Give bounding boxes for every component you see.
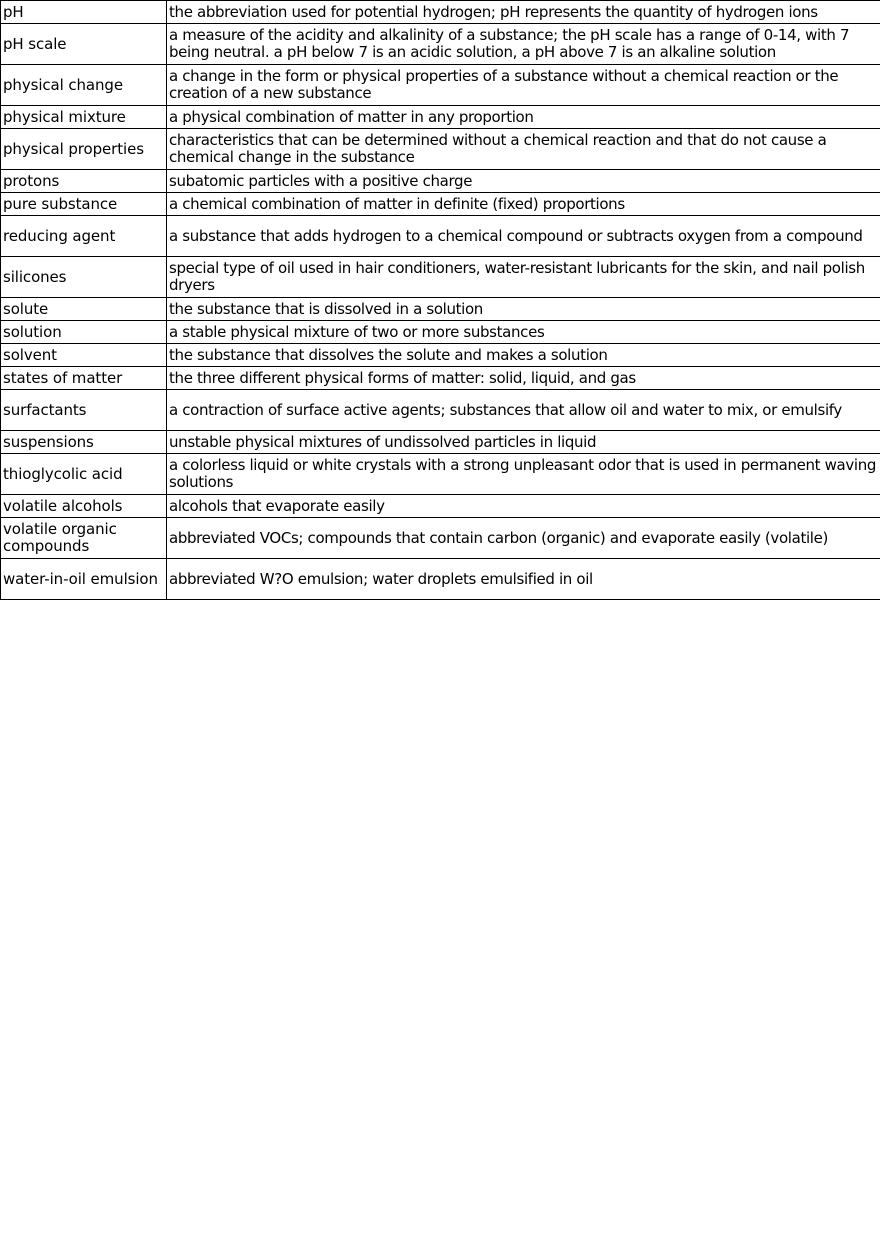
term-cell: physical change — [1, 65, 167, 106]
term-cell: physical properties — [1, 129, 167, 170]
term-cell: solute — [1, 298, 167, 321]
definition-cell: unstable physical mixtures of undissolved particles in liquid — [167, 431, 880, 454]
term-cell: physical mixture — [1, 106, 167, 129]
table-row — [1, 431, 880, 454]
table-row — [1, 257, 880, 298]
term-cell: pure substance — [1, 193, 167, 216]
term-cell: silicones — [1, 257, 167, 298]
term-cell: pH — [1, 1, 167, 24]
table-row — [1, 518, 880, 559]
definition-cell: a substance that adds hydrogen to a chemical compound or subtracts oxygen from a compound — [167, 216, 880, 257]
definition-cell: abbreviated W?O emulsion; water droplets emulsified in oil — [167, 559, 880, 600]
term-cell: surfactants — [1, 390, 167, 431]
table-row — [1, 1, 880, 24]
table-row — [1, 65, 880, 106]
definition-cell: special type of oil used in hair conditioners, water-resistant lubricants for the skin, and nail polish dryers — [167, 257, 880, 298]
term-cell: suspensions — [1, 431, 167, 454]
table-row — [1, 559, 880, 600]
table-row — [1, 170, 880, 193]
term-cell: thioglycolic acid — [1, 454, 167, 495]
definition-cell: a change in the form or physical properties of a substance without a chemical reaction or the creation of a new substance — [167, 65, 880, 106]
glossary-body — [1, 1, 880, 600]
table-row — [1, 390, 880, 431]
table-row — [1, 495, 880, 518]
table-row — [1, 216, 880, 257]
definition-cell: the abbreviation used for potential hydrogen; pH represents the quantity of hydrogen ions — [167, 1, 880, 24]
definition-cell: a chemical combination of matter in definite (fixed) proportions — [167, 193, 880, 216]
definition-cell: a contraction of surface active agents; substances that allow oil and water to mix, or emulsify — [167, 390, 880, 431]
definition-cell: a colorless liquid or white crystals with a strong unpleasant odor that is used in permanent waving solutions — [167, 454, 880, 495]
term-cell: protons — [1, 170, 167, 193]
table-row — [1, 344, 880, 367]
table-row — [1, 193, 880, 216]
definition-cell: a stable physical mixture of two or more substances — [167, 321, 880, 344]
definition-cell: subatomic particles with a positive charge — [167, 170, 880, 193]
glossary-table — [0, 0, 880, 600]
term-cell: water-in-oil emulsion — [1, 559, 167, 600]
definition-cell: the substance that dissolves the solute and makes a solution — [167, 344, 880, 367]
table-row — [1, 24, 880, 65]
table-row — [1, 106, 880, 129]
table-row — [1, 367, 880, 390]
definition-cell: characteristics that can be determined without a chemical reaction and that do not cause a chemical change in the substance — [167, 129, 880, 170]
table-row — [1, 298, 880, 321]
definition-cell: the three different physical forms of matter: solid, liquid, and gas — [167, 367, 880, 390]
definition-cell: the substance that is dissolved in a solution — [167, 298, 880, 321]
term-cell: volatile organic compounds — [1, 518, 167, 559]
definition-cell: a measure of the acidity and alkalinity of a substance; the pH scale has a range of 0-14, with 7 being neutral. a pH below 7 is an acidic solution, a pH above 7 is an alkaline solution — [167, 24, 880, 65]
term-cell: reducing agent — [1, 216, 167, 257]
term-cell: volatile alcohols — [1, 495, 167, 518]
term-cell: pH scale — [1, 24, 167, 65]
definition-cell: a physical combination of matter in any proportion — [167, 106, 880, 129]
definition-cell: abbreviated VOCs; compounds that contain carbon (organic) and evaporate easily (volatile) — [167, 518, 880, 559]
definition-cell: alcohols that evaporate easily — [167, 495, 880, 518]
table-row — [1, 129, 880, 170]
table-row — [1, 321, 880, 344]
term-cell: solvent — [1, 344, 167, 367]
term-cell: solution — [1, 321, 167, 344]
term-cell: states of matter — [1, 367, 167, 390]
table-row — [1, 454, 880, 495]
